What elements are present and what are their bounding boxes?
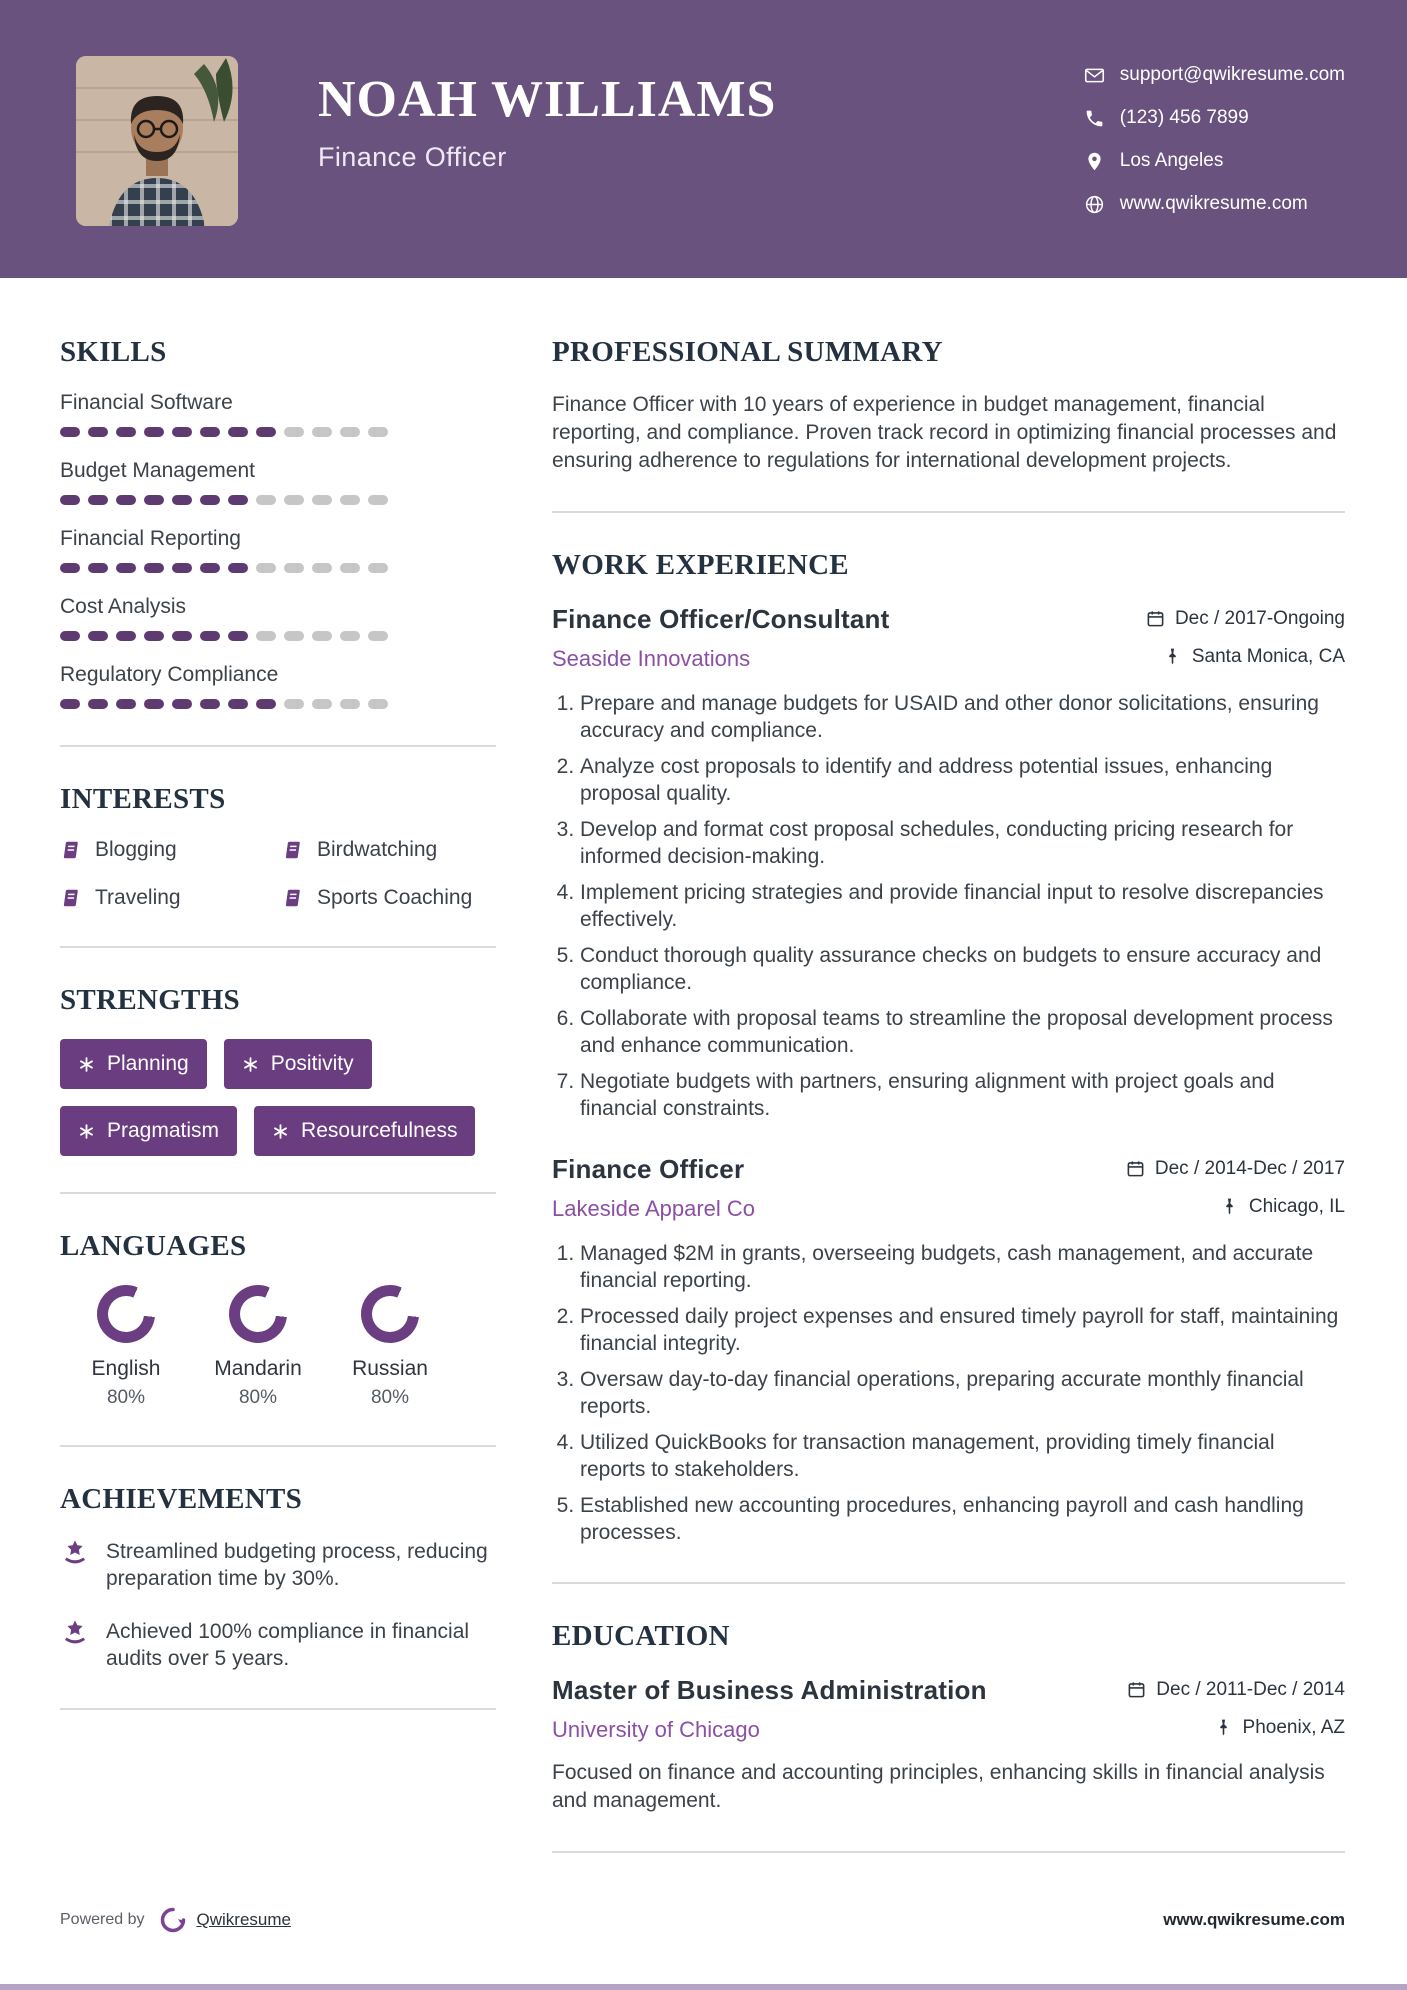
job-dates-text: Dec / 2017-Ongoing — [1174, 607, 1345, 629]
experience-heading: WORK EXPERIENCE — [552, 549, 849, 581]
contact-website[interactable] — [1084, 193, 1345, 215]
language-percent: 80% — [238, 1387, 278, 1408]
skill-dash-empty — [312, 631, 332, 641]
skill-dash-filled — [88, 563, 108, 573]
skill-item — [60, 595, 496, 641]
globe-icon — [1084, 194, 1105, 215]
skill-dash-empty — [256, 563, 276, 573]
skill-dash-filled — [256, 699, 276, 709]
strength-label: Pragmatism — [107, 1119, 220, 1142]
job-title: Finance Officer — [552, 1154, 745, 1184]
interest-label: Blogging — [95, 838, 177, 861]
interest-item — [282, 838, 496, 862]
language-percent: 80% — [106, 1387, 146, 1408]
skill-dash-filled — [144, 631, 164, 641]
job-dates — [1146, 608, 1345, 630]
skill-dash-filled — [172, 631, 192, 641]
strength-label: Resourcefulness — [301, 1119, 458, 1142]
language-donut-chart — [361, 1285, 419, 1343]
skill-dash-empty — [368, 563, 388, 573]
job-location — [1220, 1196, 1345, 1218]
skills-section — [60, 336, 496, 709]
skill-name: Budget Management — [60, 459, 255, 482]
skill-dash-filled — [88, 699, 108, 709]
skill-dash-filled — [172, 427, 192, 437]
achievement-text: Achieved 100% compliance in financial audits over 5 years. — [106, 1620, 470, 1670]
book-icon — [282, 887, 304, 909]
skill-dash-filled — [116, 631, 136, 641]
language-donut-chart — [229, 1285, 287, 1343]
skill-dash-filled — [88, 631, 108, 641]
job-bullet: 3. Oversaw day-to-day financial operations, preparing accurate monthly financial reports. — [580, 1366, 1345, 1420]
skill-dash-filled — [228, 699, 248, 709]
contact-list — [1084, 56, 1345, 236]
job-dates — [1126, 1158, 1345, 1180]
education-heading: EDUCATION — [552, 1620, 730, 1652]
skill-dash-filled — [88, 495, 108, 505]
summary-text: Finance Officer with 10 years of experience in budget management, financial reporting, and compliance. Proven track record in optimizing financial processes and ensuring adherence to regulations for international development projects. — [552, 393, 1337, 472]
contact-phone[interactable] — [1084, 107, 1345, 129]
skill-dash-filled — [144, 699, 164, 709]
book-icon — [282, 839, 304, 861]
phone-icon — [1084, 108, 1105, 129]
left-column — [60, 336, 496, 1889]
skill-dash-filled — [116, 563, 136, 573]
strength-badge — [254, 1106, 475, 1156]
interest-item — [60, 886, 274, 910]
skill-dash-filled — [116, 699, 136, 709]
education-dates-text: Dec / 2011-Dec / 2014 — [1156, 1678, 1345, 1700]
skill-dash-empty — [340, 631, 360, 641]
education-section — [552, 1620, 1345, 1815]
skill-dash-empty — [256, 495, 276, 505]
skill-dash-filled — [200, 495, 220, 505]
job-bullets — [552, 1240, 1345, 1546]
interest-label: Birdwatching — [317, 838, 438, 861]
skills-list — [60, 391, 496, 709]
job-title: Finance Officer/Consultant — [552, 604, 890, 634]
right-column — [552, 336, 1345, 1889]
divider — [60, 1708, 496, 1710]
skill-dash-empty — [368, 427, 388, 437]
divider — [60, 946, 496, 948]
school-row — [552, 1708, 1345, 1743]
skill-dash-empty — [368, 495, 388, 505]
skills-heading: SKILLS — [60, 336, 167, 368]
bottom-accent-bar — [0, 1984, 1407, 1990]
skill-dash-empty — [340, 427, 360, 437]
summary-section — [552, 336, 1345, 475]
job-bullet: 5. Established new accounting procedures, enhancing payroll and cash handling processes. — [580, 1492, 1345, 1546]
job-bullet: 4. Implement pricing strategies and provide financial input to resolve discrepancies effectively. — [580, 879, 1345, 933]
skill-name: Regulatory Compliance — [60, 663, 279, 686]
skill-level-bar — [60, 699, 496, 709]
skill-dash-filled — [200, 563, 220, 573]
job-bullet: 2. Processed daily project expenses and ensured timely payroll for staff, maintaining financial integrity. — [580, 1303, 1345, 1357]
asterisk-icon — [272, 1123, 289, 1140]
job-location — [1163, 646, 1345, 668]
skill-dash-filled — [60, 427, 80, 437]
skill-dash-filled — [60, 699, 80, 709]
skill-dash-filled — [172, 563, 192, 573]
profile-photo-image — [76, 56, 238, 226]
job-bullet: 1. Managed $2M in grants, overseeing budgets, cash management, and accurate financial reporting. — [580, 1240, 1345, 1294]
achievement-text: Streamlined budgeting process, reducing preparation time by 30%. — [106, 1540, 488, 1590]
skill-dash-filled — [228, 495, 248, 505]
strength-label: Positivity — [270, 1052, 354, 1075]
education-location — [1214, 1717, 1345, 1739]
job-bullet: 4. Utilized QuickBooks for transaction management, providing timely financial reports to stakeholders. — [580, 1429, 1345, 1483]
skill-dash-empty — [284, 495, 304, 505]
pin-icon — [1220, 1197, 1239, 1216]
strength-label: Planning — [107, 1052, 189, 1075]
job-bullets — [552, 690, 1345, 1122]
contact-phone-text: (123) 456 7899 — [1119, 107, 1249, 128]
asterisk-icon — [78, 1123, 95, 1140]
identity — [318, 56, 776, 173]
languages-section — [60, 1230, 496, 1409]
skill-item — [60, 527, 496, 573]
skill-item — [60, 663, 496, 709]
language-name: Mandarin — [214, 1357, 302, 1380]
skill-dash-filled — [60, 563, 80, 573]
footer-website[interactable]: www.qwikresume.com — [1163, 1910, 1345, 1929]
job-dates-text: Dec / 2014-Dec / 2017 — [1154, 1157, 1345, 1179]
divider — [552, 1582, 1345, 1584]
languages-heading: LANGUAGES — [60, 1230, 247, 1262]
job-bullet: 6. Collaborate with proposal teams to streamline the proposal development process and enhance communication. — [580, 1005, 1345, 1059]
award-icon — [60, 1618, 90, 1648]
skill-dash-filled — [60, 495, 80, 505]
skill-item — [60, 391, 496, 437]
email-icon — [1084, 65, 1105, 86]
skill-dash-empty — [284, 699, 304, 709]
location-icon — [1084, 151, 1105, 172]
job-entry — [552, 1154, 1345, 1546]
candidate-name: NOAH WILLIAMS — [318, 71, 777, 128]
skill-dash-filled — [144, 563, 164, 573]
award-icon — [60, 1538, 90, 1568]
profile-photo — [76, 56, 238, 226]
language-donut-chart — [97, 1285, 155, 1343]
contact-website-text: www.qwikresume.com — [1119, 193, 1308, 214]
skill-dash-filled — [228, 563, 248, 573]
job-entry — [552, 604, 1345, 1122]
contact-location[interactable] — [1084, 150, 1345, 172]
company-link[interactable]: Lakeside Apparel Co — [552, 1196, 756, 1221]
book-icon — [60, 887, 82, 909]
experience-section — [552, 549, 1345, 1546]
skill-dash-empty — [284, 631, 304, 641]
job-company-row — [552, 637, 1345, 672]
skill-dash-filled — [172, 699, 192, 709]
skill-dash-filled — [228, 427, 248, 437]
asterisk-icon — [242, 1056, 259, 1073]
job-title-row — [552, 604, 1345, 635]
skill-dash-filled — [116, 427, 136, 437]
achievement-item — [60, 1618, 496, 1672]
skill-dash-filled — [60, 631, 80, 641]
divider — [552, 1851, 1345, 1853]
divider — [60, 1192, 496, 1194]
job-bullet: 7. Negotiate budgets with partners, ensuring alignment with project goals and financial constraints. — [580, 1068, 1345, 1122]
strength-badge — [60, 1106, 237, 1156]
pin-icon — [1163, 647, 1182, 666]
calendar-icon — [1146, 609, 1165, 628]
strengths-heading: STRENGTHS — [60, 984, 240, 1016]
interest-label: Traveling — [95, 886, 181, 909]
language-percent: 80% — [370, 1387, 410, 1408]
skill-dash-empty — [256, 631, 276, 641]
language-item — [60, 1285, 192, 1409]
contact-email[interactable] — [1084, 64, 1345, 86]
strengths-list — [60, 1039, 496, 1156]
interest-label: Sports Coaching — [317, 886, 473, 909]
school-link[interactable]: University of Chicago — [552, 1717, 760, 1742]
divider — [60, 1445, 496, 1447]
interests-list — [60, 838, 496, 910]
job-bullet: 2. Analyze cost proposals to identify and address potential issues, enhancing proposal quality. — [580, 753, 1345, 807]
skill-dash-filled — [116, 495, 136, 505]
job-bullet: 3. Develop and format cost proposal schedules, conducting pricing research for informed decision-making. — [580, 816, 1345, 870]
education-location-text: Phoenix, AZ — [1242, 1716, 1345, 1738]
achievement-item — [60, 1538, 496, 1592]
contact-email-text: support@qwikresume.com — [1119, 64, 1345, 85]
skill-dash-empty — [312, 427, 332, 437]
skill-dash-empty — [284, 427, 304, 437]
contact-location-text: Los Angeles — [1119, 150, 1224, 171]
skill-dash-filled — [256, 427, 276, 437]
company-link[interactable]: Seaside Innovations — [552, 646, 751, 671]
skill-item — [60, 459, 496, 505]
achievements-section — [60, 1483, 496, 1672]
skill-level-bar — [60, 563, 496, 573]
language-name: Russian — [352, 1357, 428, 1380]
book-icon — [60, 839, 82, 861]
summary-heading: PROFESSIONAL SUMMARY — [552, 336, 943, 368]
calendar-icon — [1126, 1159, 1145, 1178]
skill-level-bar — [60, 631, 496, 641]
body-columns — [0, 278, 1407, 1889]
job-bullet: 5. Conduct thorough quality assurance checks on budgets to ensure accuracy and compliance. — [580, 942, 1345, 996]
skill-dash-empty — [312, 495, 332, 505]
strength-badge — [60, 1039, 207, 1089]
skill-dash-empty — [368, 699, 388, 709]
calendar-icon — [1127, 1680, 1146, 1699]
pin-icon — [1214, 1718, 1233, 1737]
skill-dash-empty — [340, 699, 360, 709]
strength-badge — [224, 1039, 372, 1089]
skill-name: Financial Software — [60, 391, 233, 414]
skill-dash-filled — [200, 427, 220, 437]
languages-list — [60, 1285, 496, 1409]
degree-row — [552, 1675, 1345, 1706]
skill-dash-filled — [144, 427, 164, 437]
skill-dash-empty — [340, 495, 360, 505]
skill-dash-empty — [312, 699, 332, 709]
education-description: Focused on finance and accounting principles, enhancing skills in financial analysis and management. — [552, 1761, 1325, 1812]
powered-by-label: Powered by — [60, 1911, 145, 1928]
language-item — [324, 1285, 456, 1409]
skill-dash-filled — [88, 427, 108, 437]
skill-dash-filled — [228, 631, 248, 641]
interests-section — [60, 783, 496, 910]
education-dates — [1127, 1679, 1345, 1701]
skill-dash-filled — [144, 495, 164, 505]
skill-dash-filled — [200, 699, 220, 709]
job-location-text: Santa Monica, CA — [1191, 645, 1345, 667]
achievements-list — [60, 1538, 496, 1672]
skill-level-bar — [60, 495, 496, 505]
job-bullet: 1. Prepare and manage budgets for USAID and other donor solicitations, ensuring accuracy and compliance. — [580, 690, 1345, 744]
interest-item — [60, 838, 274, 862]
skill-level-bar — [60, 427, 496, 437]
strengths-section — [60, 984, 496, 1156]
qwikresume-logo-icon — [159, 1906, 187, 1934]
job-title-row — [552, 1154, 1345, 1185]
language-name: English — [91, 1357, 161, 1380]
job-company-row — [552, 1187, 1345, 1222]
skill-dash-empty — [368, 631, 388, 641]
skill-dash-filled — [172, 495, 192, 505]
skill-name: Financial Reporting — [60, 527, 241, 550]
degree-title: Master of Business Administration — [552, 1675, 987, 1705]
candidate-title: Finance Officer — [318, 142, 507, 173]
skill-dash-empty — [340, 563, 360, 573]
skill-dash-filled — [200, 631, 220, 641]
footer — [60, 1906, 1345, 1934]
divider — [552, 511, 1345, 513]
job-location-text: Chicago, IL — [1248, 1195, 1345, 1217]
skill-dash-empty — [284, 563, 304, 573]
asterisk-icon — [78, 1056, 95, 1073]
interests-heading: INTERESTS — [60, 783, 226, 815]
divider — [60, 745, 496, 747]
language-item — [192, 1285, 324, 1409]
header — [0, 0, 1407, 278]
achievements-heading: ACHIEVEMENTS — [60, 1483, 303, 1515]
qwikresume-link[interactable]: Qwikresume — [196, 1910, 291, 1929]
skill-name: Cost Analysis — [60, 595, 187, 618]
skill-dash-empty — [312, 563, 332, 573]
interest-item — [282, 886, 496, 910]
